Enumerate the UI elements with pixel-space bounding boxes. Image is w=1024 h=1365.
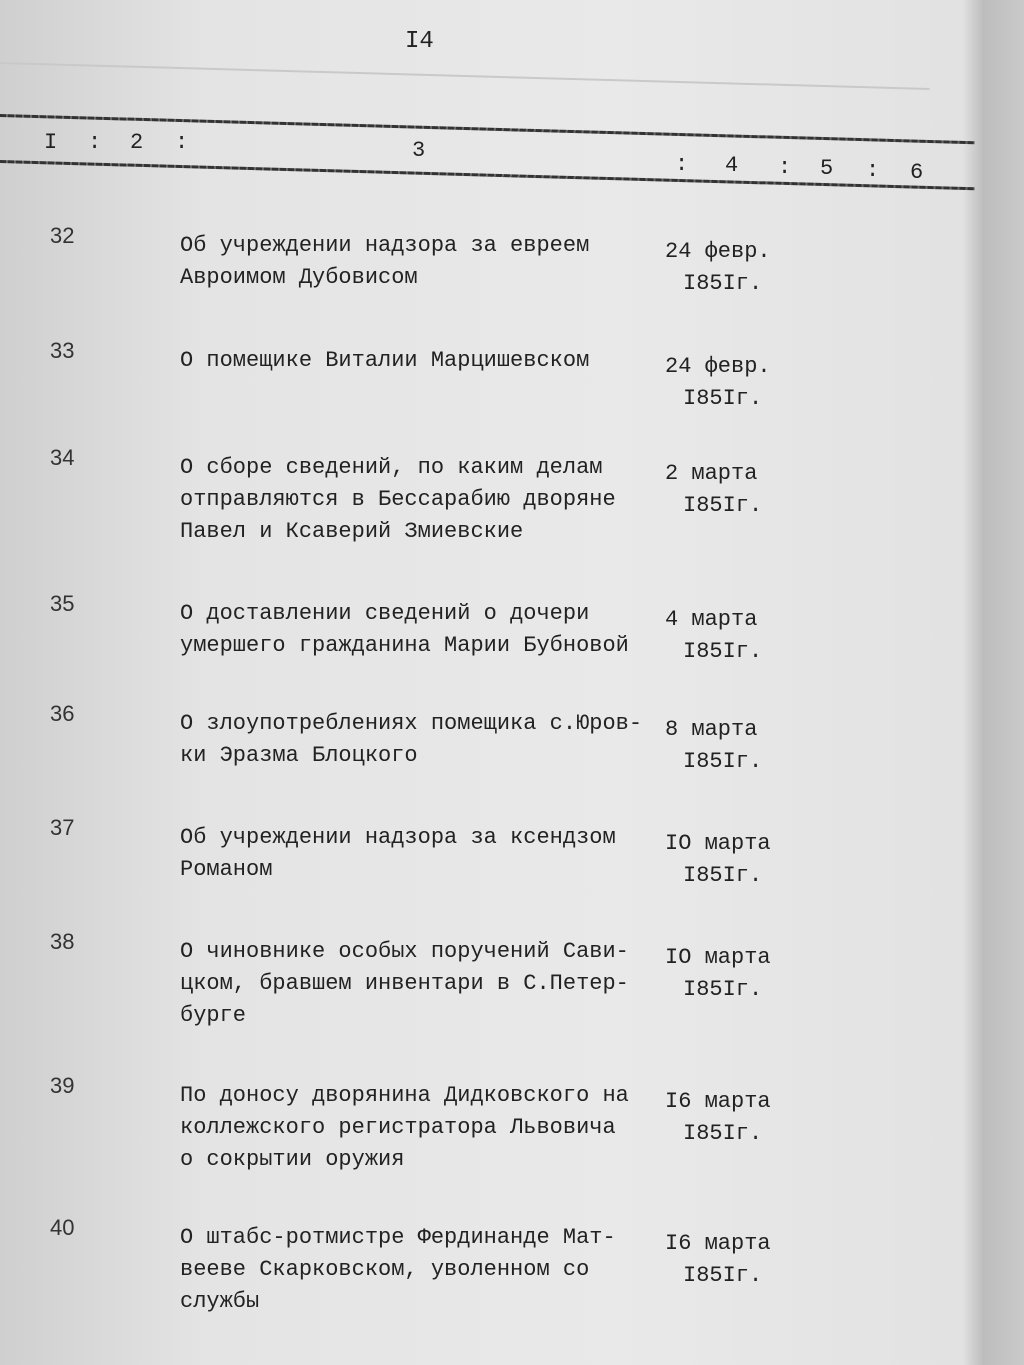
entry-number: 35 [50,591,75,616]
entry-title [180,230,589,294]
entry-title-line: коллежского регистратора Львовича [180,1115,616,1140]
entry-title-line: цком, бравшем инвентари в С.Петер- [180,971,629,996]
col-sep: : [175,130,189,155]
entry-date-line: I85Iг. [683,386,763,411]
entry-title [180,452,616,548]
entry-title-line: По доносу дворянина Дидковского на [180,1083,629,1108]
entry-number: 40 [50,1215,75,1240]
entry-title-line: О сборе сведений, по каким делам [180,455,603,480]
entry-date-line: 24 февр. [665,354,771,379]
entry-title-line: умершего гражданина Марии Бубновой [180,633,629,658]
entry-date-line: IО марта [665,831,771,856]
entry-date-line: I6 марта [665,1231,771,1256]
entry-date-line: I85Iг. [683,1121,763,1146]
entry-date [665,1228,771,1292]
entry-date [665,351,771,415]
entry-title-line: Авроимом Дубовисом [180,265,418,290]
header-top-rule [0,114,975,144]
entry-title-line: службы [180,1289,260,1314]
faint-rule [0,62,930,90]
entry-date-line: 4 марта [665,607,758,632]
entry-date [665,828,771,892]
entry-number: 32 [50,223,75,248]
col-6: 6 [910,160,924,185]
entry-number: 34 [50,445,75,470]
page-number: I4 [405,28,434,55]
entry-title-line: ки Эразма Блоцкого [180,743,418,768]
col-sep: : [866,158,880,183]
entry-title-line: О чиновнике особых поручений Сави- [180,939,629,964]
entry-date-line: IО марта [665,945,771,970]
entry-title-line: вееве Скарковском, уволенном со [180,1257,590,1282]
col-5: 5 [820,156,834,181]
entry-title-line: Павел и Ксаверий Змиевские [180,519,524,544]
col-sep: : [675,152,689,177]
entry-title [180,708,642,772]
entry-title-line: О помещике Виталии Марцишевском [180,348,590,373]
entry-date [665,714,762,778]
entry-title [180,345,589,377]
entry-date-line: I85Iг. [683,749,763,774]
entry-number: 37 [50,815,75,840]
entry-title-line: отправляются в Бессарабию дворяне [180,487,616,512]
col-sep: : [778,155,792,180]
entry-date-line: I85Iг. [683,271,763,296]
entry-number: 33 [50,338,75,363]
entry-date-line: I85Iг. [683,1263,763,1288]
entry-date-line: I85Iг. [683,863,763,888]
entry-date-line: I85Iг. [683,493,763,518]
entry-date-line: I6 марта [665,1089,771,1114]
entry-title-line: О штабс-ротмистре Фердинанде Мат- [180,1225,616,1250]
entry-date-line: I85Iг. [683,977,763,1002]
col-1: I [44,130,58,155]
entry-date [665,604,762,668]
entry-title-line: Об учреждении надзора за ксендзом [180,825,616,850]
entry-title [180,1080,629,1176]
entry-title-line: Романом [180,857,273,882]
entry-date-line: 2 марта [665,461,758,486]
entry-title-line: Об учреждении надзора за евреем [180,233,590,258]
entry-number: 36 [50,701,75,726]
entry-date-line: 8 марта [665,717,758,742]
entry-title [180,822,616,886]
col-4: 4 [725,153,739,178]
entry-title [180,598,629,662]
entry-title-line: о сокрытии оружия [180,1147,405,1172]
entry-title-line: О доставлении сведений о дочери [180,601,590,626]
col-sep: : [88,130,102,155]
entry-title-line: О злоупотреблениях помещика с.Юров- [180,711,643,736]
entry-date [665,458,762,522]
entry-title-line: бурге [180,1003,247,1028]
entry-number: 38 [50,929,75,954]
entry-date [665,942,771,1006]
entry-date [665,236,771,300]
entry-title [180,1222,616,1318]
col-3: 3 [412,138,426,163]
entry-date [665,1086,771,1150]
entry-date-line: 24 февр. [665,239,771,264]
entry-number: 39 [50,1073,75,1098]
entry-title [180,936,629,1032]
entry-date-line: I85Iг. [683,639,763,664]
col-2: 2 [130,130,144,155]
